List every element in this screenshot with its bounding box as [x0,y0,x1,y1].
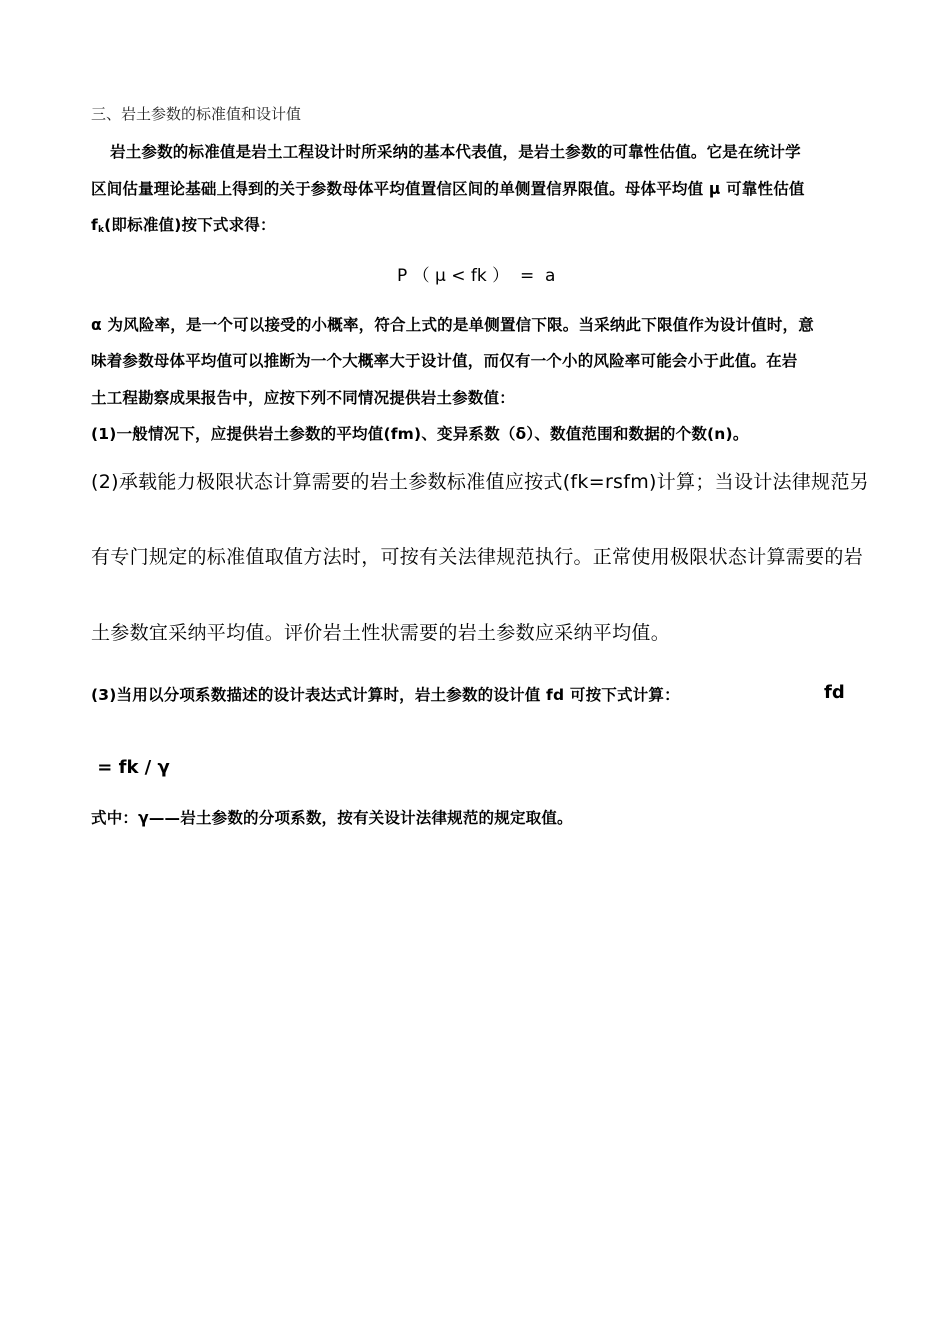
fk-subscript: k [97,225,105,235]
para2-line-2: 味着参数母体平均值可以推断为一个大概率大于设计值，而仅有一个小的风险率可能会小于此值。在岩 [91,352,798,370]
para2-line-3: 土工程勘察成果报告中，应按下列不同情况提供岩土参数值： [91,389,515,407]
item-1: (1)一般情况下，应提供岩土参数的平均值(fm)、变异系数（δ）、数值范围和数据的个数(n)。 [91,425,749,443]
fd-symbol: fd [824,682,845,703]
item-3: (3)当用以分项系数描述的设计表达式计算时，岩土参数的设计值 fd 可按下式计算： [91,686,680,704]
para1-line-1: 岩土参数的标准值是岩土工程设计时所采纳的基本代表值，是岩土参数的可靠性估值。它是在统计学 [110,143,801,161]
para1-line-3-text: (即标准值)按下式求得： [104,216,276,234]
risk-formula: P （ μ < fk ） = a [397,266,556,286]
para1-line-3 [91,213,276,235]
note-line: 式中：γ——岩土参数的分项系数，按有关设计法律规范的规定取值。 [91,809,573,827]
fd-equation: = fk / γ [91,757,170,778]
section-heading: 三、岩土参数的标准值和设计值 [91,105,302,123]
para2-line-1: α 为风险率，是一个可以接受的小概率，符合上式的是单侧置信下限。当采纳此下限值作为设计值时，意 [91,316,814,334]
fk-symbol: f [91,216,98,234]
item-2-line-3: 土参数宜采纳平均值。评价岩土性状需要的岩土参数应采纳平均值。 [91,622,671,644]
item-2-line-1: (2)承载能力极限状态计算需要的岩土参数标准值应按式(fk=rsfm)计算；当设计法律规范另 [91,471,870,493]
para1-line-2: 区间估量理论基础上得到的关于参数母体平均值置信区间的单侧置信界限值。母体平均值 μ 可靠性估值 [91,180,805,198]
item-2-line-2: 有专门规定的标准值取值方法时，可按有关法律规范执行。正常使用极限状态计算需要的岩 [91,546,864,568]
